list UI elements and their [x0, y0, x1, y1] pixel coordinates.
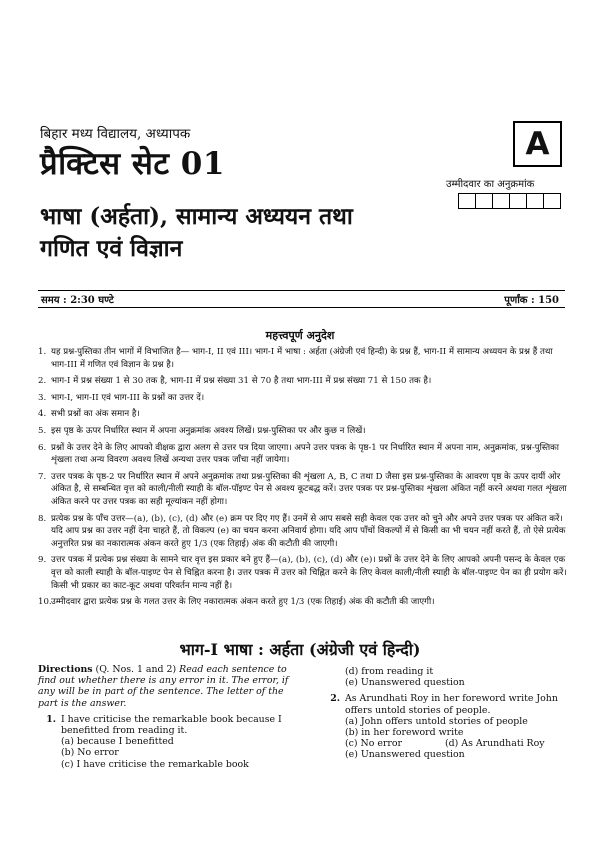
- total-marks: पूर्णांक : 150: [504, 295, 559, 306]
- directions-label: Directions: [38, 664, 93, 675]
- instruction-item: 1. यह प्रश्न-पुस्तिका तीन भागों में विभाजित है— भाग-I, II एवं III। भाग-I में भाषा : अर्हता (अंग्रेजी एवं हिन्दी) के प्रश्न हैं, भाग-II में सामान्य अध्ययन के प्रश्न हैं तथा भाग-III में गणित एवं विज्ञान के प्रश्न है।: [38, 347, 553, 370]
- option-e: (e) Unanswered question: [345, 749, 465, 761]
- option-b: (b) No error: [61, 747, 119, 759]
- option-b: (b) in her foreword write: [345, 727, 464, 739]
- instruction-item: 8. प्रत्येक प्रश्न के पाँच उत्तर—(a), (b), (c), (d) और (e) क्रम पर दिए गए हैं। उनमें से आप सबसे सही केवल एक उत्तर को चुने और अपने उत्तर पत्रक पर अंकित करें। यदि आप प्रश्न का उत्तर नहीं देना चाहते हैं, तो विकल्प (e) का चयन करना अनिवार्य होगा। यदि आप पाँचों विकल्पों में से किसी का भी चयन नहीं करते हैं, तो ऐसे प्रत्येक अनुत्तरित प्रश्न का नकारात्मक अंकन करते हुए 1/3 (एक तिहाई) अंक की कटौती की जाएगी।: [38, 513, 566, 549]
- option-c: (c) I have criticise the remarkable book: [61, 758, 249, 770]
- question-number: 1.: [46, 713, 56, 725]
- practice-set-title: प्रैक्टिस सेट 01: [40, 146, 225, 182]
- right-column: [322, 666, 572, 761]
- set-code-box: A: [513, 121, 562, 167]
- instruction-item: 2. भाग-I में प्रश्न संख्या 1 से 30 तक है, भाग-II में प्रश्न संख्या 31 से 70 है तथा भाग-III में प्रश्न संख्या 71 से 150 तक है।: [38, 376, 432, 387]
- instruction-item: 4. सभी प्रश्नों का अंक समान है।: [38, 409, 140, 420]
- options-c-d: [322, 738, 572, 749]
- time-marks-bar: [38, 290, 565, 308]
- instructions-list: [38, 346, 568, 613]
- roll-digit-box: [459, 194, 476, 208]
- organization-name: बिहार मध्य विद्यालय, अध्यापक: [40, 126, 191, 142]
- directions-text: Read each sentence to find out whether there is any error in it. The error, if any will be in part of the sentence. The letter of the part is the answer.: [38, 664, 289, 709]
- instruction-item: 6. प्रश्नों के उत्तर देने के लिए आपको वीक्षक द्वारा अलग से उत्तर पत्र दिया जाएगा। अपने उत्तर पत्रक के पृष्ठ-1 पर निर्धारित स्थान में अपना नाम, अनुक्रमांक, प्रश्न-पुस्तिका शृंखला तथा अन्य विवरण अवश्य लिखें अन्यथा उत्तर पत्रक जाँचा नहीं जायेगा।: [38, 442, 559, 466]
- option-a: (a) because I benefitted: [61, 736, 174, 748]
- roll-number-label: उम्मीदवार का अनुक्रमांक: [446, 179, 535, 190]
- option-a: (a) John offers untold stories of people: [345, 715, 528, 727]
- option-c: (c) No error: [345, 738, 403, 750]
- instruction-item: 5. इस पृष्ठ के ऊपर निर्धारित स्थान में अपना अनुक्रमांक अवश्य लिखें। प्रश्न-पुस्तिका पर और कुछ न लिखें।: [38, 425, 366, 436]
- directions-ref: (Q. Nos. 1 and 2): [95, 664, 177, 675]
- option-d: (d) As Arundhati Roy: [445, 738, 545, 750]
- roll-digit-box: [544, 194, 560, 208]
- instruction-item: 3. भाग-I, भाग-II एवं भाग-III के प्रश्नों का उत्तर दें।: [38, 392, 205, 403]
- directions: [38, 664, 298, 709]
- instruction-item: 7. उत्तर पत्रक के पृष्ठ-2 पर निर्धारित स्थान में अपने अनुक्रमांक तथा प्रश्न-पुस्तिका की शृंखला A, B, C तथा D जैसा इस प्रश्न-पुस्तिका के आवरण पृष्ठ के ऊपर दायीं ओर अंकित है, से सम्बन्धित वृत्त को काली/नीली स्याही के बॉल-पॉइण्ट पेन से अवश्य कूटबद्ध करें। उत्तर पत्रक पर प्रश्न-पुस्तिका शृंखला अंकित नहीं करने अथवा गलत शृंखला अंकित करने पर उत्तर पत्रक का सही मूल्यांकन नहीं होगा।: [38, 471, 567, 507]
- time-allowed: समय : 2:30 घण्टे: [41, 295, 114, 306]
- question-2: [322, 693, 572, 760]
- subtitle-line-1: भाषा (अर्हता), सामान्य अध्ययन तथा: [40, 203, 353, 230]
- option-d: (d) from reading it: [345, 666, 434, 677]
- roll-digit-box: [510, 194, 527, 208]
- question-text: I have criticise the remarkable book because I benefitted from reading it.: [61, 713, 282, 737]
- question-text: As Arundhati Roy in her foreword write John offers untold stories of people.: [345, 693, 558, 716]
- question-number: 2.: [330, 693, 340, 705]
- paper-subtitle: [40, 201, 400, 265]
- question-1: [38, 714, 298, 770]
- subtitle-line-2: गणित एवं विज्ञान: [40, 235, 183, 262]
- roll-digit-box: [493, 194, 510, 208]
- instruction-item: 9. उत्तर पत्रक में प्रत्येक प्रश्न संख्या के सामने चार वृत्त इस प्रकार बने हुए हैं—(a), (b), (c), (d) और (e)। प्रश्नों के उत्तर देने के लिए आपको अपनी पसन्द के केवल एक वृत्त को काली स्याही के बॉल-पाइण्ट पेन से चिह्नित करना है। उत्तर पत्रक में उत्तर को चिह्नित करने के लिए केवल काली/नीली स्याही के बॉल-पाइण्ट पेन का ही प्रयोग करें। किसी भी प्रकार का काट-कूट अथवा परिवर्तन मान्य नहीं है।: [38, 555, 567, 591]
- roll-digit-box: [476, 194, 493, 208]
- part-1-heading: भाग-I भाषा : अर्हता (अंग्रेजी एवं हिन्दी): [179, 640, 421, 659]
- roll-digit-box: [527, 194, 544, 208]
- option-e: (e) Unanswered question: [345, 677, 465, 689]
- roll-number-boxes: [458, 193, 561, 209]
- instructions-heading: महत्त्वपूर्ण अनुदेश: [265, 329, 335, 342]
- instruction-item: 10. उम्मीदवार द्वारा प्रत्येक प्रश्न के गलत उत्तर के लिए नकारात्मक अंकन करते हुए 1/3 (एक तिहाई) अंक की कटौती की जाएगी।: [38, 597, 435, 608]
- left-column: [38, 664, 298, 770]
